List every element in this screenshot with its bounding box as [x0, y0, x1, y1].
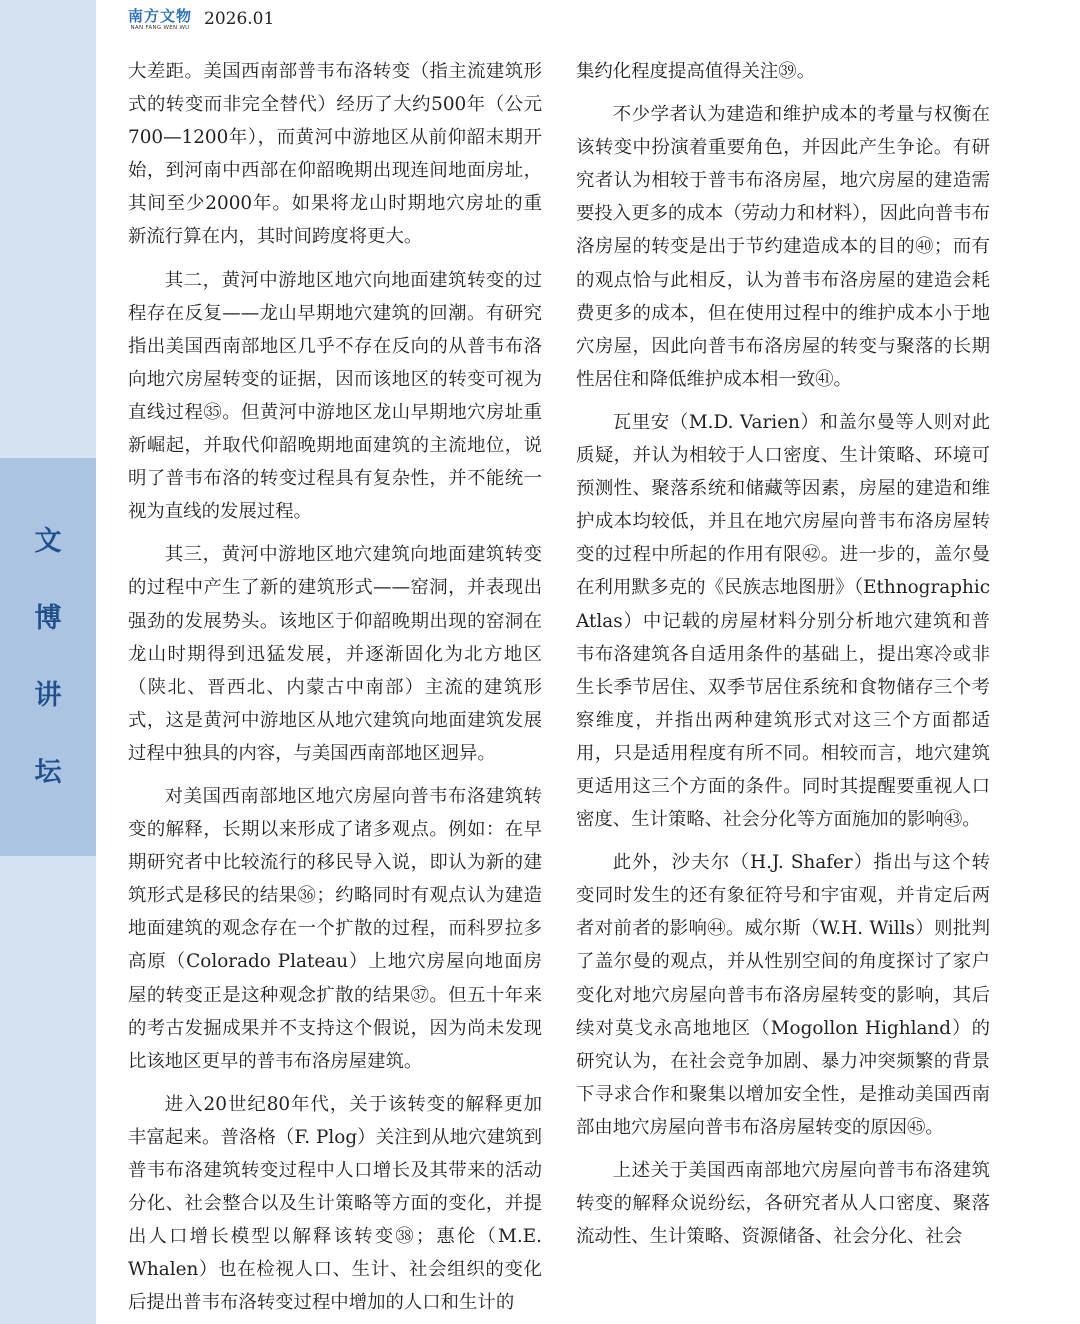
paragraph: 进入20世纪80年代，关于该转变的解释更加丰富起来。普洛格（F. Plog）关注到从地穴建筑到普韦布洛建筑转变过程中人口增长及其带来的活动分化、社会整合以及生计策略等方面的变化，并提出人口增长模型以解释该转变㊳；惠伦（M.E. Whalen）也在检视人口、生计、社会组织的变化后提出普韦布洛转变过程中增加的人口和生计的 — [128, 1093, 542, 1314]
paragraph: 此外，沙夫尔（H.J. Shafer）指出与这个转变同时发生的还有象征符号和宇宙观，并肯定后两者对前者的影响㊹。威尔斯（W.H. Wills）则批判了盖尔曼的观点，并从性别空间的角度探讨了家户变化对地穴房屋向普韦布洛房屋转变的影响，其后续对莫戈永高地地区（Mogollon Highland）的研究认为，在社会竞争加剧、暴力冲突频繁的背景下寻求合作和聚集以增加安全性，是推动美国西南部由地穴房屋向普韦布洛房屋转变的原因㊺。 — [576, 852, 990, 1138]
logo-chinese: 南方文物 — [128, 6, 193, 25]
paragraph: 大差距。美国西南部普韦布洛转变（指主流建筑形式的转变而非完全替代）经历了大约500年（公元700—1200年），而黄河中游地区从前仰韶末期开始，到河南中西部在仰韶晚期出现连间地面房址，其间至少2000年。如果将龙山时期地穴房址的重新流行算在内，其时间跨度将更大。 — [128, 61, 542, 248]
paragraph: 不少学者认为建造和维护成本的考量与权衡在该转变中扮演着重要角色，并因此产生争论。有研究者认为相较于普韦布洛房屋，地穴房屋的建造需要投入更多的成本（劳动力和材料），因此向普韦布洛房屋的转变是出于节约建造成本的目的㊵；而有的观点恰与此相反，认为普韦布洛房屋的建造会耗费更多的成本，但在使用过程中的维护成本小于地穴房屋，因此向普韦布洛房屋的转变与聚落的长期性居住和降低维护成本相一致㊶。 — [576, 104, 990, 390]
section-char: 博 — [34, 603, 62, 634]
paragraph: 瓦里安（M.D. Varien）和盖尔曼等人则对此质疑，并认为相较于人口密度、生计策略、环境可预测性、聚落系统和储藏等因素，房屋的建造和维护成本均较低，并且在地穴房屋向普韦布洛房屋转变的过程中所起的作用有限㊷。进一步的，盖尔曼在利用默多克的《民族志地图册》（Ethnographic Atlas）中记载的房屋材料分别分析地穴建筑和普韦布洛建筑各自适用条件的基础上，提出寒冷或非生长季节居住、双季节居住系统和食物储存三个考察维度，并指出两种建筑形式对这三个方面都适用，只是适用程度有所不同。相较而言，地穴建筑更适用这三个方面的条件。同时其提醒要重视人口密度、生计策略、社会分化等方面施加的影响㊸。 — [576, 411, 990, 831]
right-column — [576, 55, 990, 1253]
logo-pinyin: NAN FANG WEN WU — [130, 24, 190, 31]
section-char: 讲 — [34, 680, 62, 711]
paragraph: 上述关于美国西南部地穴房屋向普韦布洛建筑转变的解释众说纷纭，各研究者从人口密度、聚落流动性、生计策略、资源储备、社会分化、社会 — [576, 1160, 990, 1248]
paragraph: 其二，黄河中游地区地穴向地面建筑转变的过程存在反复——龙山早期地穴建筑的回潮。有研究指出美国西南部地区几乎不存在反向的从普韦布洛向地穴房屋转变的证据，因而该地区的转变可视为直线过程㉟。但黄河中游地区龙山早期地穴房址重新崛起，并取代仰韶晚期地面建筑的主流地位，说明了普韦布洛的转变过程具有复杂性，并不能统一视为直线的发展过程。 — [128, 269, 542, 523]
section-char: 坛 — [34, 757, 62, 788]
journal-logo — [128, 7, 192, 32]
paragraph: 集约化程度提高值得关注㊴。 — [576, 61, 816, 82]
section-tab — [0, 458, 96, 856]
section-char: 文 — [34, 526, 62, 557]
issue-number: 2026.01 — [204, 9, 275, 29]
paragraph: 对美国西南部地区地穴房屋向普韦布洛建筑转变的解释，长期以来形成了诸多观点。例如：在早期研究者中比较流行的移民导入说，即认为新的建筑形式是移民的结果㊱；约略同时有观点认为建造地面建筑的观念存在一个扩散的过程，而科罗拉多高原（Colorado Plateau）上地穴房屋向地面房屋的转变正是这种观念扩散的结果㊲。但五十年来的考古发掘成果并不支持这个假说，因为尚未发现比该地区更早的普韦布洛房屋建筑。 — [128, 785, 542, 1072]
page-header — [128, 4, 274, 34]
paragraph: 其三，黄河中游地区地穴建筑向地面建筑转变的过程中产生了新的建筑形式——窑洞，并表现出强劲的发展势头。该地区于仰韶晚期出现的窑洞在龙山时期得到迅猛发展，并逐渐固化为北方地区（陕北、晋西北、内蒙古中南部）主流的建筑形式，这是黄河中游地区从地穴建筑向地面建筑发展过程中独具的内容，与美国西南部地区迥异。 — [128, 544, 542, 764]
left-column — [128, 55, 542, 1319]
